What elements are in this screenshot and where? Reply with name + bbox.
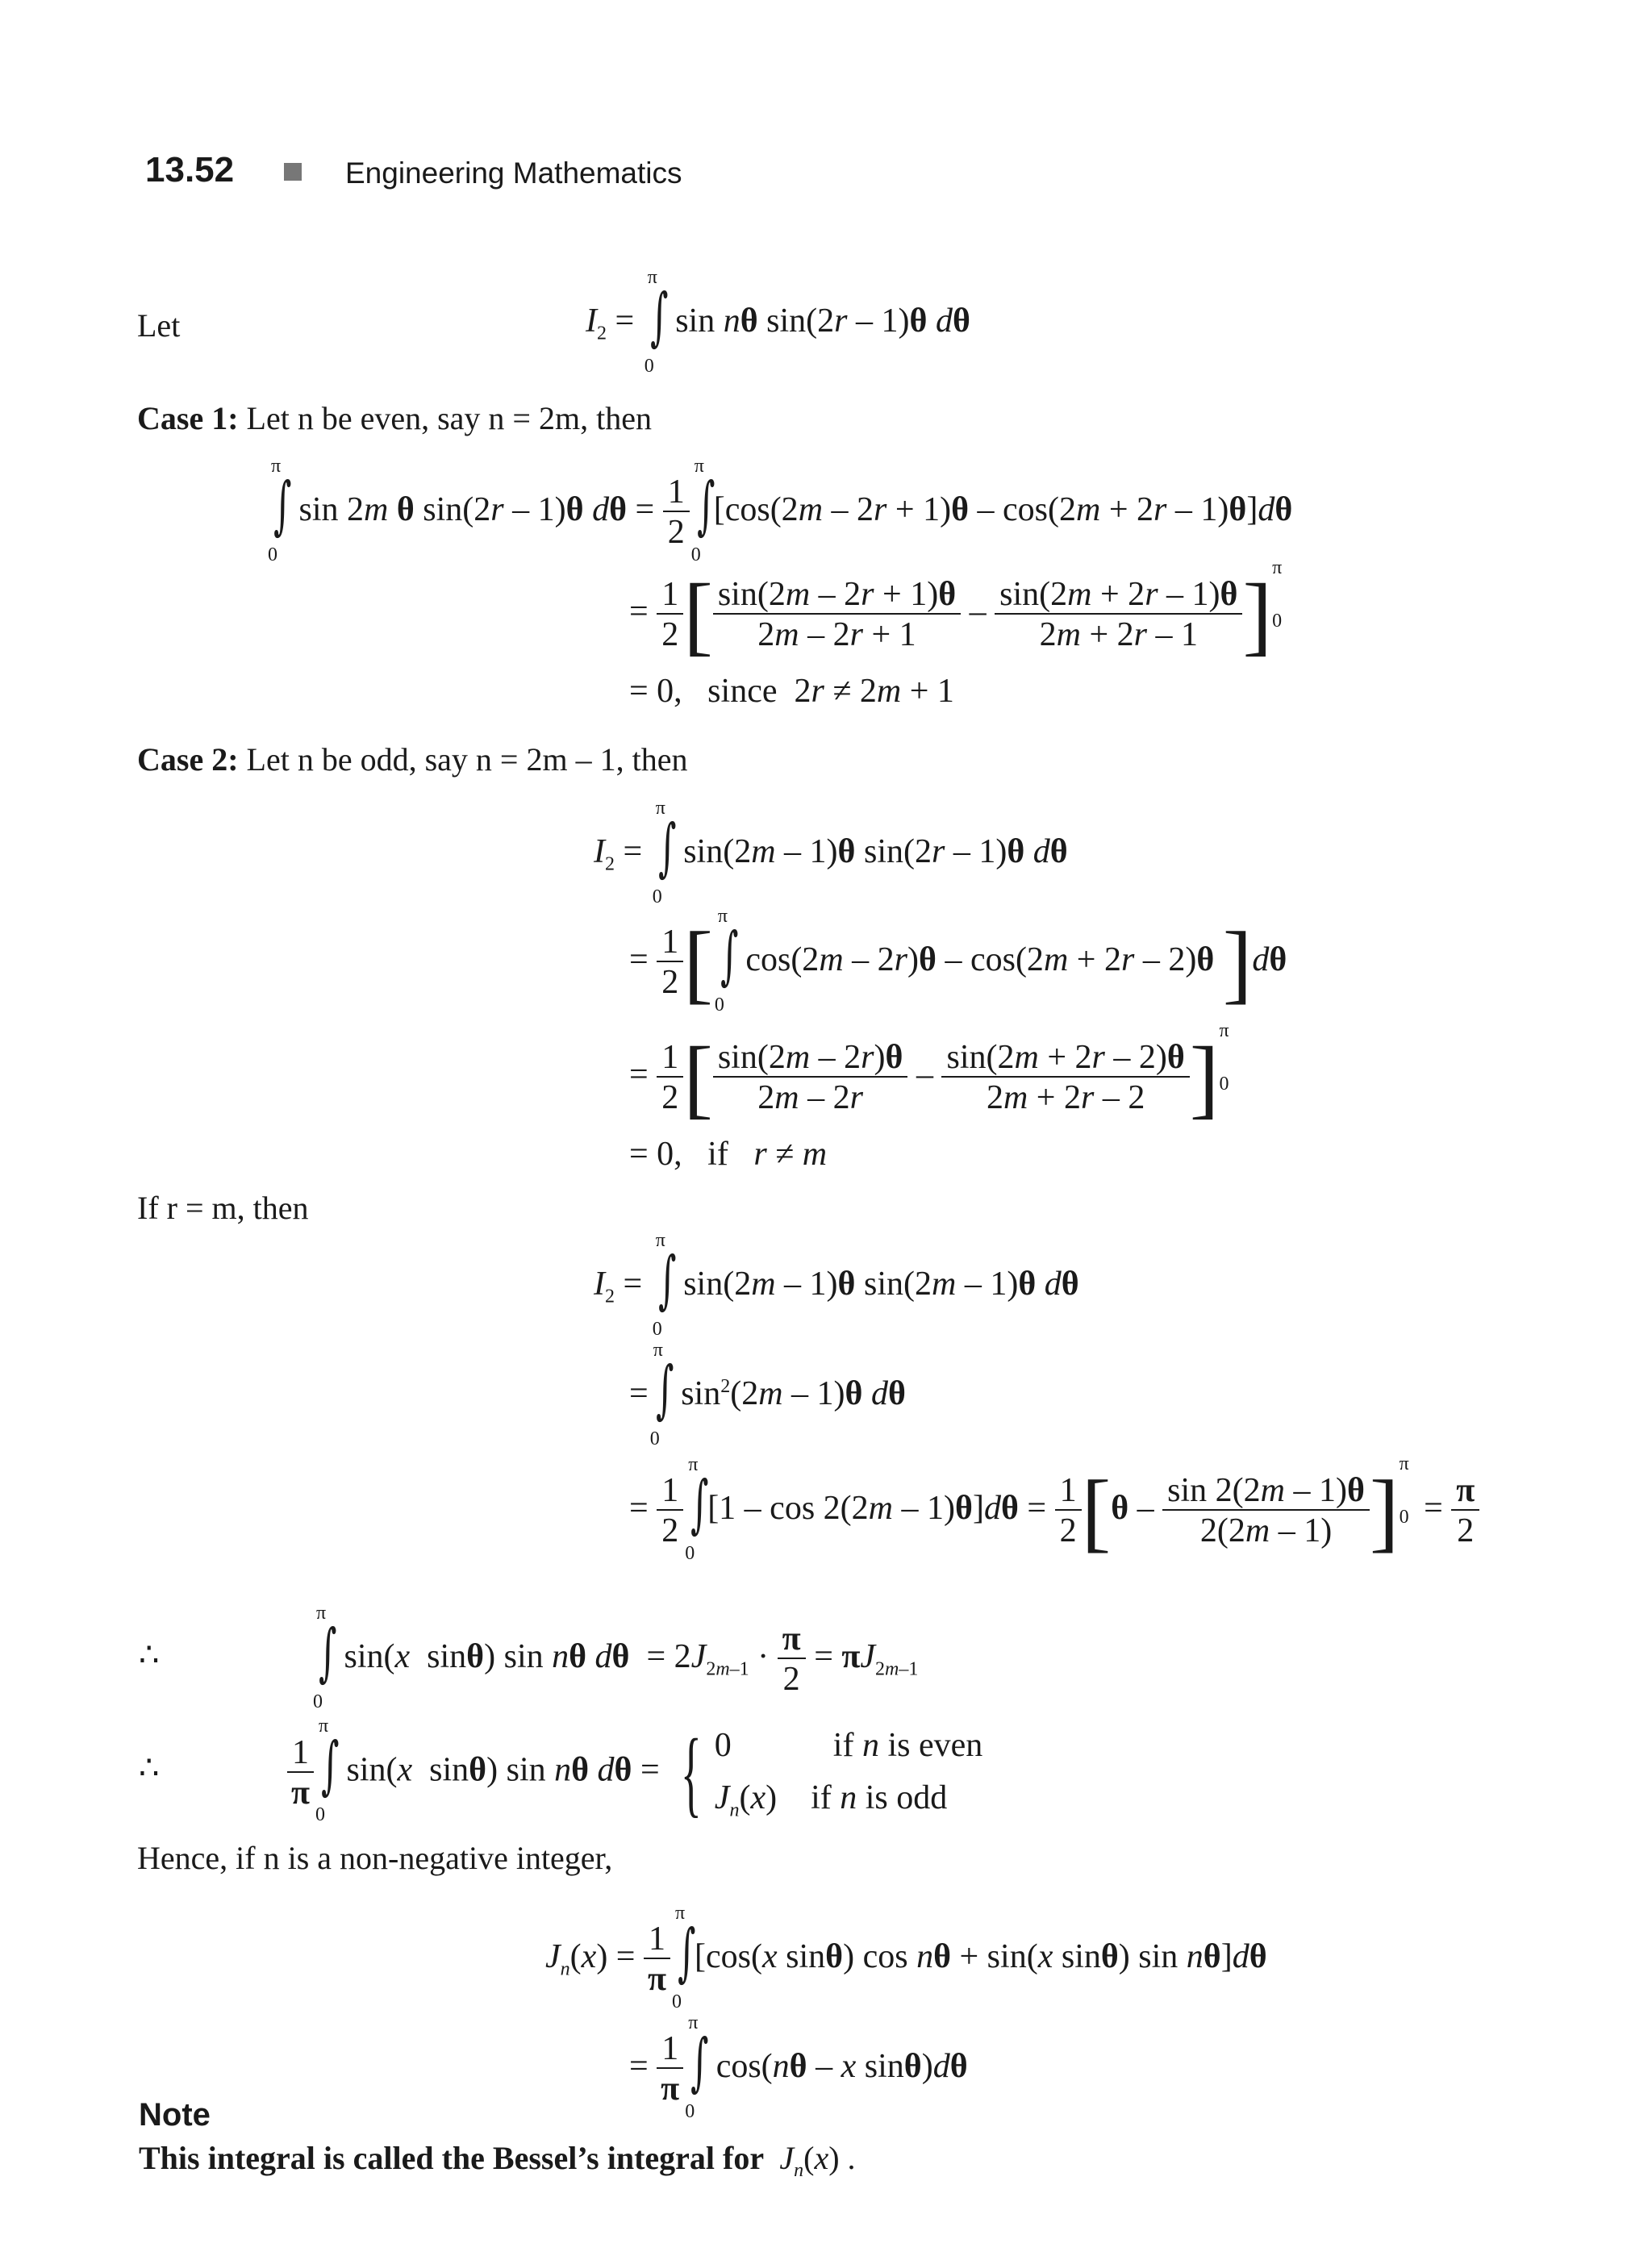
header-square-icon — [284, 163, 302, 181]
case2-heading — [137, 740, 687, 778]
case2-line2: = $\frac{1}{2}$ [ π ∫ 0 cos(2m – 2r)θ – cos(2m + 2r – 2)θ ]dθ — [629, 906, 1287, 1015]
case2-line1: $I_2$ = π ∫ 0 sin(2m – 1)θ sin(2r – 1)θ dθ — [594, 798, 1068, 907]
note-sentence: This integral is called the Bessel’s integral for — [139, 2140, 764, 2176]
case2-line4: = 0, if r ≠ m — [629, 1136, 828, 1173]
hence-label: Hence, if n is a non-negative integer, — [137, 1840, 613, 1876]
note-heading: Note — [139, 2097, 211, 2133]
book-title: Engineering Mathematics — [345, 156, 682, 190]
therefore-line2: $\frac{1}{\pi}$ π ∫ 0 sin(x sinθ) sin nθ dθ = { 0 if n is even $J_n(x)$ if n is odd — [287, 1720, 982, 1826]
let-label: Let — [137, 307, 181, 344]
rm-line3: = $\frac{1}{2}$ π ∫ 0 [1 – cos 2(2m – 1)θ]dθ = $\frac{1}{2}$ [θ – $\frac{\sin 2(2m - 1)\theta}{2(2m - 1)}$ ] π 0 = $\frac{\pi}{2}$ — [629, 1466, 1479, 1548]
therefore-line1: π ∫ 0 sin(x sinθ) sin nθ $d\theta = 2J_{2m-1}$ · $\frac{\pi}{2}$ = $\pi J_{2m-1}$ — [313, 1603, 919, 1712]
case1-line3: = 0, since 2r ≠ 2m + 1 — [629, 673, 954, 710]
note-text: This integral is called the Bessel’s integral for $J_n(x)$ . — [139, 2140, 856, 2181]
therefore-symbol-2: ∴ — [139, 1749, 160, 1786]
page-number: 13.52 — [145, 150, 235, 190]
rm-line1: $I_2$ = π ∫ 0 sin(2m – 1)θ sin(2m – 1)θ dθ — [594, 1230, 1079, 1340]
case2-line3: = $\frac{1}{2}$ [ $\frac{\sin(2m - 2r)\theta}{2m - 2r}$ – $\frac{\sin(2m + 2r - 2)\theta}{2m + 2r - 2}$ ] π 0 — [629, 1020, 1229, 1127]
case1-heading — [137, 399, 652, 437]
bessel-line2: = $\frac{1}{\pi}$ π ∫ 0 cos(nθ – x sinθ)dθ — [629, 2012, 968, 2122]
therefore-symbol-1: ∴ — [139, 1637, 160, 1673]
bessel-line1: $J_n(x)$ = $\frac{1}{\pi}$ π ∫ 0 [cos(x sinθ) cos nθ + sin(x sinθ) sin nθ]dθ — [545, 1903, 1267, 2012]
case1-bold: Case 1: — [137, 400, 239, 436]
rm-line2: = π ∫ 0 $\sin^2(2m - 1)\theta$ dθ — [629, 1340, 906, 1449]
case1-line1: π ∫ 0 sin 2m θ sin(2r – 1)θ dθ = $\frac{1}{2}$ π ∫ 0 [cos(2m – 2r + 1)θ – cos(2m + 2r – 1)θ]dθ — [268, 456, 1293, 565]
equation-I2-definition: $I_2$ = π ∫ 0 sin nθ sin(2r – 1)θ dθ — [586, 267, 970, 377]
case2-bold: Case 2: — [137, 741, 239, 778]
case1-line2: = $\frac{1}{2}$ [ $\frac{\sin(2m - 2r + 1)\theta}{2m - 2r + 1}$ – $\frac{\sin(2m + 2r - 1)\theta}{2m + 2r - 1}$ ] π 0 — [629, 557, 1283, 664]
case1-text: Let n be even, say n = 2m, then — [246, 400, 652, 436]
case2-text: Let n be odd, say n = 2m – 1, then — [246, 741, 688, 778]
if-r-eq-m-label: If r = m, then — [137, 1190, 309, 1226]
